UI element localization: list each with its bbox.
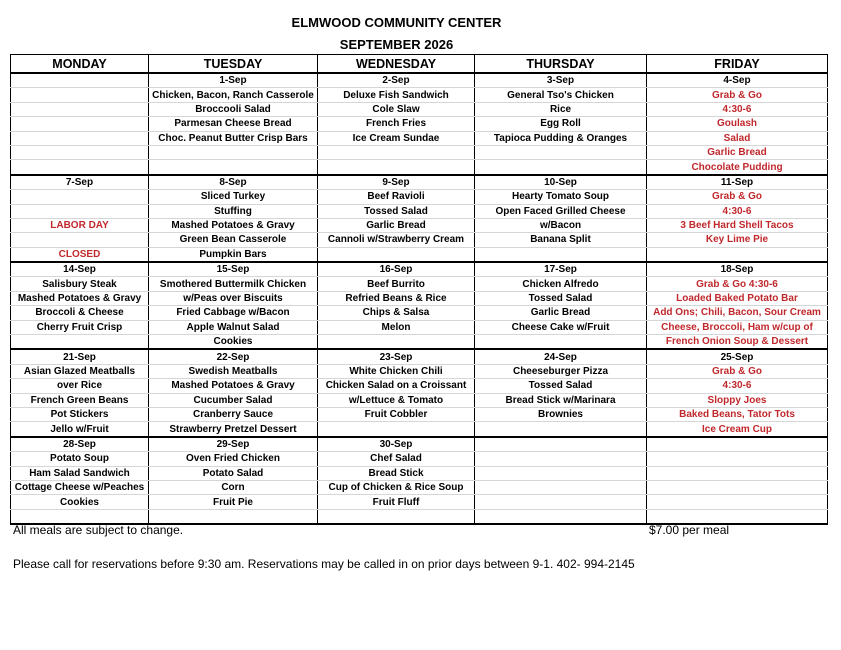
- day-header: WEDNESDAY: [318, 55, 475, 74]
- subject-to-change-note: All meals are subject to change.: [13, 523, 184, 537]
- menu-item-cell: [11, 102, 149, 116]
- menu-item-cell: Ice Cream Sundae: [318, 131, 475, 145]
- date-row: [11, 349, 828, 364]
- menu-item-cell: [11, 335, 149, 350]
- menu-item-cell: 3 Beef Hard Shell Tacos: [647, 218, 828, 232]
- date-cell: 30-Sep: [318, 437, 475, 452]
- menu-row: [11, 160, 828, 175]
- menu-item-cell: Green Bean Casserole: [149, 233, 318, 247]
- menu-row: [11, 480, 828, 494]
- menu-item-cell: w/Lettuce & Tomato: [318, 393, 475, 407]
- menu-item-cell: Sloppy Joes: [647, 393, 828, 407]
- menu-item-cell: Cookies: [149, 335, 318, 350]
- menu-item-cell: Garlic Bread: [475, 306, 647, 320]
- menu-item-cell: Chicken Alfredo: [475, 277, 647, 291]
- day-header: THURSDAY: [475, 55, 647, 74]
- date-cell: 3-Sep: [475, 73, 647, 88]
- day-header: MONDAY: [11, 55, 149, 74]
- menu-item-cell: Cheese, Broccoli, Ham w/cup of: [647, 320, 828, 334]
- menu-item-cell: [318, 509, 475, 524]
- menu-item-cell: Cottage Cheese w/Peaches: [11, 480, 149, 494]
- menu-item-cell: CLOSED: [11, 247, 149, 262]
- menu-item-cell: over Rice: [11, 379, 149, 393]
- date-cell: 2-Sep: [318, 73, 475, 88]
- date-row: [11, 175, 828, 190]
- menu-item-cell: [647, 480, 828, 494]
- menu-item-cell: Asian Glazed Meatballs: [11, 364, 149, 378]
- menu-row: [11, 190, 828, 204]
- menu-item-cell: [475, 509, 647, 524]
- menu-item-cell: Pot Stickers: [11, 407, 149, 421]
- menu-item-cell: Key Lime Pie: [647, 233, 828, 247]
- menu-item-cell: Bread Stick: [318, 466, 475, 480]
- menu-item-cell: Choc. Peanut Butter Crisp Bars: [149, 131, 318, 145]
- menu-item-cell: Fruit Fluff: [318, 495, 475, 509]
- menu-item-cell: [475, 495, 647, 509]
- menu-item-cell: Beef Ravioli: [318, 190, 475, 204]
- date-cell: 22-Sep: [149, 349, 318, 364]
- menu-item-cell: Potato Soup: [11, 452, 149, 466]
- menu-item-cell: Mashed Potatoes & Gravy: [11, 291, 149, 305]
- menu-calendar-table: [10, 54, 828, 525]
- menu-row: [11, 335, 828, 350]
- menu-item-cell: Hearty Tomato Soup: [475, 190, 647, 204]
- menu-item-cell: [318, 247, 475, 262]
- menu-item-cell: Pumpkin Bars: [149, 247, 318, 262]
- menu-item-cell: [149, 145, 318, 159]
- menu-item-cell: w/Peas over Biscuits: [149, 291, 318, 305]
- menu-row: [11, 233, 828, 247]
- menu-item-cell: Potato Salad: [149, 466, 318, 480]
- menu-item-cell: Deluxe Fish Sandwich: [318, 88, 475, 102]
- menu-item-cell: Grab & Go 4:30-6: [647, 277, 828, 291]
- menu-item-cell: Tossed Salad: [318, 204, 475, 218]
- date-cell: 7-Sep: [11, 175, 149, 190]
- menu-item-cell: French Green Beans: [11, 393, 149, 407]
- menu-item-cell: LABOR DAY: [11, 218, 149, 232]
- menu-item-cell: Mashed Potatoes & Gravy: [149, 218, 318, 232]
- date-cell: 21-Sep: [11, 349, 149, 364]
- menu-item-cell: [11, 88, 149, 102]
- date-cell: [647, 437, 828, 452]
- menu-item-cell: Parmesan Cheese Bread: [149, 117, 318, 131]
- menu-row: [11, 320, 828, 334]
- menu-item-cell: Cheeseburger Pizza: [475, 364, 647, 378]
- menu-item-cell: Ham Salad Sandwich: [11, 466, 149, 480]
- menu-item-cell: Rice: [475, 102, 647, 116]
- menu-item-cell: Baked Beans, Tator Tots: [647, 407, 828, 421]
- date-row: [11, 73, 828, 88]
- menu-item-cell: [11, 233, 149, 247]
- menu-item-cell: [318, 335, 475, 350]
- date-cell: 8-Sep: [149, 175, 318, 190]
- menu-item-cell: Cookies: [11, 495, 149, 509]
- meal-price: $7.00 per meal: [649, 523, 730, 537]
- menu-item-cell: Chips & Salsa: [318, 306, 475, 320]
- menu-item-cell: [475, 335, 647, 350]
- menu-item-cell: Chicken, Bacon, Ranch Casserole: [149, 88, 318, 102]
- menu-item-cell: 4:30-6: [647, 379, 828, 393]
- menu-item-cell: Garlic Bread: [647, 145, 828, 159]
- menu-item-cell: [475, 247, 647, 262]
- menu-item-cell: Fruit Cobbler: [318, 407, 475, 421]
- weekday-header-row: [11, 55, 828, 74]
- menu-item-cell: Open Faced Grilled Cheese: [475, 204, 647, 218]
- menu-row: [11, 247, 828, 262]
- menu-item-cell: Tossed Salad: [475, 291, 647, 305]
- menu-item-cell: Chicken Salad on a Croissant: [318, 379, 475, 393]
- menu-item-cell: w/Bacon: [475, 218, 647, 232]
- day-header: FRIDAY: [647, 55, 828, 74]
- menu-item-cell: Fried Cabbage w/Bacon: [149, 306, 318, 320]
- date-cell: 15-Sep: [149, 262, 318, 277]
- menu-row: [11, 407, 828, 421]
- menu-row: [11, 422, 828, 437]
- menu-item-cell: Apple Walnut Salad: [149, 320, 318, 334]
- date-cell: 28-Sep: [11, 437, 149, 452]
- menu-item-cell: Refried Beans & Rice: [318, 291, 475, 305]
- menu-row: [11, 131, 828, 145]
- menu-item-cell: Cup of Chicken & Rice Soup: [318, 480, 475, 494]
- date-cell: 4-Sep: [647, 73, 828, 88]
- month-title: SEPTEMBER 2026: [339, 37, 454, 52]
- menu-item-cell: Salad: [647, 131, 828, 145]
- menu-item-cell: Salisbury Steak: [11, 277, 149, 291]
- menu-row: [11, 102, 828, 116]
- menu-item-cell: French Onion Soup & Dessert: [647, 335, 828, 350]
- reservation-note: Please call for reservations before 9:30 am. Reservations may be called in on prior days between 9-1. 402- 994-2145: [13, 557, 635, 571]
- menu-item-cell: Goulash: [647, 117, 828, 131]
- date-cell: 18-Sep: [647, 262, 828, 277]
- menu-item-cell: Smothered Buttermilk Chicken: [149, 277, 318, 291]
- menu-row: [11, 509, 828, 524]
- menu-row: [11, 291, 828, 305]
- date-cell: 17-Sep: [475, 262, 647, 277]
- menu-item-cell: Oven Fried Chicken: [149, 452, 318, 466]
- menu-item-cell: 4:30-6: [647, 102, 828, 116]
- date-cell: 23-Sep: [318, 349, 475, 364]
- menu-item-cell: [647, 509, 828, 524]
- menu-item-cell: Garlic Bread: [318, 218, 475, 232]
- menu-item-cell: General Tso's Chicken: [475, 88, 647, 102]
- menu-item-cell: [647, 495, 828, 509]
- date-cell: 16-Sep: [318, 262, 475, 277]
- menu-row: [11, 145, 828, 159]
- menu-item-cell: Grab & Go: [647, 364, 828, 378]
- menu-item-cell: Grab & Go: [647, 190, 828, 204]
- menu-item-cell: Cole Slaw: [318, 102, 475, 116]
- menu-item-cell: Strawberry Pretzel Dessert: [149, 422, 318, 437]
- menu-item-cell: White Chicken Chili: [318, 364, 475, 378]
- menu-item-cell: [475, 452, 647, 466]
- menu-row: [11, 452, 828, 466]
- menu-item-cell: [475, 422, 647, 437]
- menu-item-cell: Chef Salad: [318, 452, 475, 466]
- menu-item-cell: Brownies: [475, 407, 647, 421]
- menu-row: [11, 277, 828, 291]
- center-title: ELMWOOD COMMUNITY CENTER: [291, 15, 502, 30]
- menu-item-cell: French Fries: [318, 117, 475, 131]
- menu-item-cell: Loaded Baked Potato Bar: [647, 291, 828, 305]
- menu-item-cell: Fruit Pie: [149, 495, 318, 509]
- menu-item-cell: Add Ons; Chili, Bacon, Sour Cream: [647, 306, 828, 320]
- menu-item-cell: Cheese Cake w/Fruit: [475, 320, 647, 334]
- menu-item-cell: Mashed Potatoes & Gravy: [149, 379, 318, 393]
- menu-item-cell: Egg Roll: [475, 117, 647, 131]
- menu-item-cell: [647, 247, 828, 262]
- menu-item-cell: [11, 204, 149, 218]
- menu-item-cell: Banana Split: [475, 233, 647, 247]
- menu-body: [11, 73, 828, 524]
- menu-row: [11, 117, 828, 131]
- menu-row: [11, 306, 828, 320]
- menu-item-cell: Bread Stick w/Marinara: [475, 393, 647, 407]
- menu-item-cell: [11, 160, 149, 175]
- date-row: [11, 437, 828, 452]
- menu-item-cell: [11, 509, 149, 524]
- date-cell: [475, 437, 647, 452]
- menu-item-cell: [647, 452, 828, 466]
- menu-item-cell: [11, 117, 149, 131]
- day-header: TUESDAY: [149, 55, 318, 74]
- menu-item-cell: [318, 422, 475, 437]
- menu-item-cell: [11, 145, 149, 159]
- menu-item-cell: [318, 145, 475, 159]
- date-cell: 25-Sep: [647, 349, 828, 364]
- menu-item-cell: Tapioca Pudding & Oranges: [475, 131, 647, 145]
- menu-item-cell: Cranberry Sauce: [149, 407, 318, 421]
- menu-item-cell: [149, 160, 318, 175]
- menu-item-cell: [475, 466, 647, 480]
- date-cell: 29-Sep: [149, 437, 318, 452]
- date-cell: [11, 73, 149, 88]
- menu-item-cell: [475, 145, 647, 159]
- menu-item-cell: Jello w/Fruit: [11, 422, 149, 437]
- date-cell: 11-Sep: [647, 175, 828, 190]
- menu-item-cell: Tossed Salad: [475, 379, 647, 393]
- menu-item-cell: Broccoli & Cheese: [11, 306, 149, 320]
- menu-item-cell: Broccooli Salad: [149, 102, 318, 116]
- menu-item-cell: Swedish Meatballs: [149, 364, 318, 378]
- menu-row: [11, 364, 828, 378]
- menu-item-cell: Beef Burrito: [318, 277, 475, 291]
- menu-item-cell: Melon: [318, 320, 475, 334]
- menu-row: [11, 204, 828, 218]
- menu-item-cell: [647, 466, 828, 480]
- menu-item-cell: Chocolate Pudding: [647, 160, 828, 175]
- menu-item-cell: [11, 190, 149, 204]
- date-cell: 9-Sep: [318, 175, 475, 190]
- menu-item-cell: [475, 160, 647, 175]
- menu-item-cell: Cucumber Salad: [149, 393, 318, 407]
- menu-row: [11, 88, 828, 102]
- menu-row: [11, 379, 828, 393]
- menu-row: [11, 466, 828, 480]
- menu-item-cell: 4:30-6: [647, 204, 828, 218]
- menu-item-cell: Corn: [149, 480, 318, 494]
- menu-item-cell: Ice Cream Cup: [647, 422, 828, 437]
- menu-item-cell: Grab & Go: [647, 88, 828, 102]
- menu-item-cell: Stuffing: [149, 204, 318, 218]
- menu-row: [11, 393, 828, 407]
- date-cell: 1-Sep: [149, 73, 318, 88]
- date-row: [11, 262, 828, 277]
- menu-item-cell: [11, 131, 149, 145]
- menu-item-cell: [475, 480, 647, 494]
- menu-item-cell: [318, 160, 475, 175]
- menu-item-cell: Sliced Turkey: [149, 190, 318, 204]
- date-cell: 14-Sep: [11, 262, 149, 277]
- date-cell: 24-Sep: [475, 349, 647, 364]
- date-cell: 10-Sep: [475, 175, 647, 190]
- menu-item-cell: Cannoli w/Strawberry Cream: [318, 233, 475, 247]
- menu-row: [11, 495, 828, 509]
- menu-row: [11, 218, 828, 232]
- menu-item-cell: [149, 509, 318, 524]
- menu-item-cell: Cherry Fruit Crisp: [11, 320, 149, 334]
